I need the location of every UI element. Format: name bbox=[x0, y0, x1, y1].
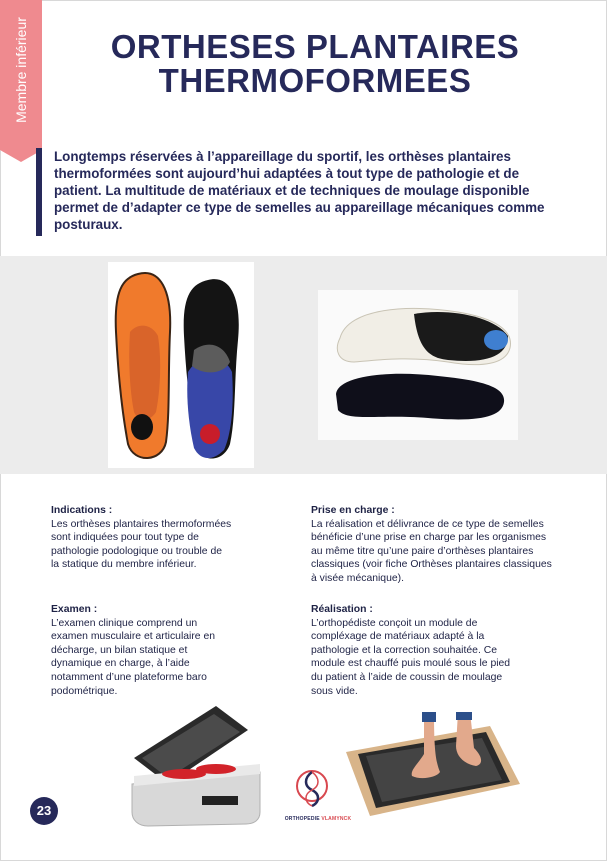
intro-paragraph: Longtemps réservées à l’appareillage du sportif, les orthèses plantaires thermoformées sont aujourd’hui adaptées à tout type de pathologie et de patient. La multitude de matériaux et de techniques de moulage disponible permet de d’adapter ce type de semelles au appareillage mécaniques comme posturaux. bbox=[54, 149, 545, 232]
section-tab bbox=[0, 0, 42, 150]
examen-section bbox=[51, 603, 271, 698]
thermoformed-insoles-illustration bbox=[318, 290, 518, 440]
page-number: 23 bbox=[30, 797, 58, 825]
thermoforming-oven-image bbox=[128, 700, 268, 830]
prise-en-charge-text: La réalisation et délivrance de ce type de semelles bénéficie d’une prise en charge par les organismes au même titre qu’une paire d’orthèses plantaires classiques (voir fiche Orthèses plantaires classiques à visée mécanique). bbox=[311, 518, 552, 584]
prise-en-charge-heading: Prise en charge : bbox=[311, 505, 395, 516]
logo-text-main: ORTHOPEDIE bbox=[284, 816, 322, 822]
examen-text: L’examen clinique comprend un examen musculaire et articulaire en décharge, un bilan statique et dynamique en charge, à l’aide notamment d’une plateforme baro podométrique. bbox=[51, 617, 216, 697]
section-tab-label: Membre inférieur bbox=[13, 17, 29, 123]
intro-accent-bar bbox=[36, 148, 42, 236]
prise-en-charge-section bbox=[311, 504, 561, 586]
realisation-section bbox=[311, 603, 561, 698]
logo-text-highlight: VLAMYNCK bbox=[321, 816, 352, 822]
sport-insoles-image bbox=[108, 262, 254, 468]
sport-insoles-illustration bbox=[108, 262, 254, 468]
realisation-heading: Réalisation : bbox=[311, 604, 373, 615]
thermoformed-insoles-image bbox=[318, 290, 518, 440]
realisation-text: L’orthopédiste conçoit un module de compléxage de matériaux adapté à la pathologie et la correction souhaitée. Ce module est chauffé puis moulé sous le pied du patient à l’aide de coussin de moulage sous vide. bbox=[311, 617, 511, 697]
orthopedie-logo-icon bbox=[294, 764, 330, 808]
indications-text: Les orthèses plantaires thermoformées sont indiquées pour tout type de pathologie podologique ou trouble de la statique du membre inférieur. bbox=[51, 518, 232, 571]
vacuum-molding-platform-image bbox=[340, 712, 522, 824]
indications-heading: Indications : bbox=[51, 505, 113, 516]
indications-section bbox=[51, 504, 271, 572]
page-title-line1: ORTHESES PLANTAIRES bbox=[110, 28, 520, 65]
page-title-line2: THERMOFORMEES bbox=[158, 62, 472, 99]
examen-heading: Examen : bbox=[51, 604, 98, 615]
